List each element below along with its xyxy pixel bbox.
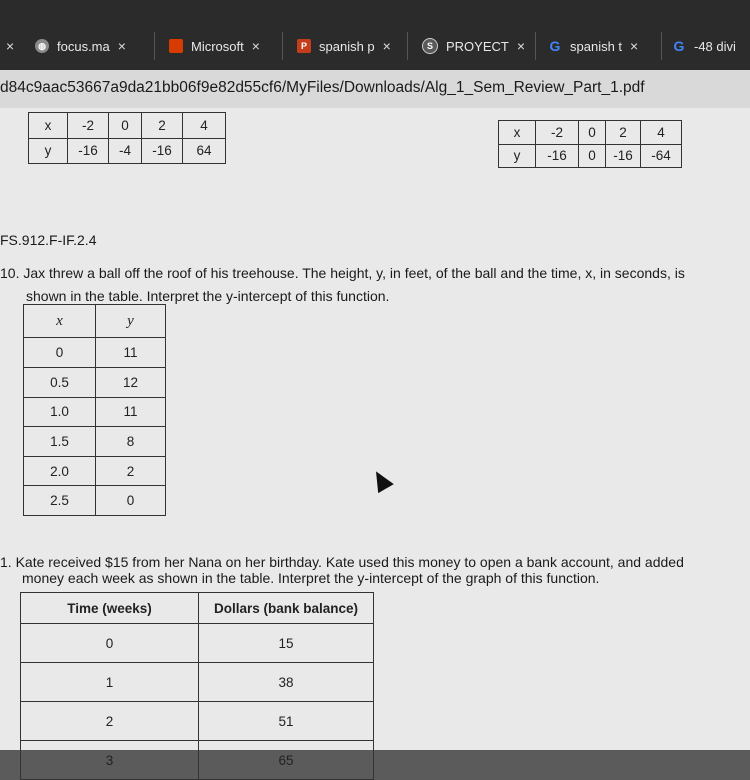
close-icon[interactable]: ×	[6, 38, 15, 54]
table-row	[24, 338, 166, 368]
close-icon[interactable]: ×	[382, 38, 391, 54]
table-cell: -4	[109, 138, 142, 164]
table-row	[21, 624, 374, 663]
table-cell: 2.0	[24, 456, 96, 486]
standard-code: FS.912.F-IF.2.4	[0, 232, 97, 248]
table-cell: 2	[21, 702, 199, 741]
pdf-page	[0, 108, 750, 768]
table-cell: y	[29, 138, 68, 164]
table-cell: 0	[24, 338, 96, 368]
table-cell: 11	[96, 338, 166, 368]
table-cell: -2	[536, 121, 579, 145]
tab-title: -48 divi	[694, 38, 736, 54]
table-row	[21, 663, 374, 702]
table-row	[29, 138, 226, 164]
powerpoint-icon: P	[297, 39, 311, 53]
table-cell: 1.5	[24, 427, 96, 457]
question-10-text-cont: shown in the table. Interpret the y-intercept of this function.	[26, 288, 390, 304]
tab-title: spanish t	[570, 38, 623, 54]
table-cell: 2	[606, 121, 641, 145]
tab-spanish-t[interactable]	[536, 32, 662, 60]
tab-focus[interactable]	[25, 32, 155, 60]
tab-proyect[interactable]	[408, 32, 536, 60]
tab-title: PROYECT	[446, 38, 509, 54]
question-10-text: 10. Jax threw a ball off the roof of his treehouse. The height, y, in feet, of the ball and the time, x, in seconds, is	[0, 265, 685, 281]
tab-strip	[0, 30, 750, 62]
table-cell: 2	[142, 113, 183, 139]
table-row	[24, 367, 166, 397]
table-cell: 0	[96, 486, 166, 516]
office-icon	[169, 39, 183, 53]
table-cell: 4	[183, 113, 226, 139]
table-cell: 4	[641, 121, 682, 145]
table-row	[29, 113, 226, 139]
table-cell: 12	[96, 367, 166, 397]
table-cell: 8	[96, 427, 166, 457]
column-header-x: x	[24, 305, 96, 338]
close-icon[interactable]: ×	[251, 38, 260, 54]
tab-title: focus.ma	[57, 38, 110, 54]
mouse-cursor-icon	[368, 467, 394, 493]
table-row	[21, 702, 374, 741]
table-cell: y	[499, 144, 536, 168]
column-header-dollars: Dollars (bank balance)	[199, 593, 374, 624]
table-cell: 65	[199, 741, 374, 780]
table-cell: -64	[641, 144, 682, 168]
table-header-row	[21, 593, 374, 624]
question-11-text-cont: money each week as shown in the table. Interpret the y-intercept of the graph of this function.	[22, 570, 600, 586]
top-right-table	[498, 120, 682, 168]
address-bar[interactable]	[0, 70, 750, 108]
column-header-time: Time (weeks)	[21, 593, 199, 624]
tab-close-partial[interactable]	[0, 32, 25, 60]
table-cell: x	[499, 121, 536, 145]
tab-microsoft[interactable]	[155, 32, 283, 60]
table-cell: -16	[606, 144, 641, 168]
browser-tab-bar	[0, 0, 750, 70]
table-row	[21, 741, 374, 780]
q10-table	[23, 304, 166, 516]
tab-spanish-p[interactable]	[283, 32, 408, 60]
table-cell: 0	[21, 624, 199, 663]
table-row	[24, 486, 166, 516]
table-cell: 11	[96, 397, 166, 427]
table-cell: 38	[199, 663, 374, 702]
table-row	[24, 427, 166, 457]
tab-48-divi[interactable]	[662, 32, 750, 60]
table-row	[499, 144, 682, 168]
close-icon[interactable]: ×	[117, 38, 126, 54]
table-cell: -16	[142, 138, 183, 164]
url-text[interactable]: d84c9aac53667a9da21bb06f9e82d55cf6/MyFiles/Downloads/Alg_1_Sem_Review_Part_1.pdf	[0, 79, 645, 96]
table-cell: x	[29, 113, 68, 139]
table-cell: 2.5	[24, 486, 96, 516]
table-row	[24, 397, 166, 427]
q11-table	[20, 592, 374, 780]
table-cell: 51	[199, 702, 374, 741]
table-cell: -16	[68, 138, 109, 164]
tab-title: spanish p	[319, 38, 375, 54]
table-row	[499, 121, 682, 145]
question-11-text: 1. Kate received $15 from her Nana on her birthday. Kate used this money to open a bank account, and added	[0, 554, 684, 570]
tab-title: Microsoft	[191, 38, 244, 54]
s-icon: S	[422, 38, 438, 54]
table-cell: -16	[536, 144, 579, 168]
globe-icon: ◍	[35, 39, 49, 53]
table-row	[24, 456, 166, 486]
table-cell: 2	[96, 456, 166, 486]
table-header-row	[24, 305, 166, 338]
close-icon[interactable]: ×	[630, 38, 639, 54]
table-cell: 1	[21, 663, 199, 702]
table-cell: 1.0	[24, 397, 96, 427]
table-cell: 64	[183, 138, 226, 164]
table-cell: 15	[199, 624, 374, 663]
table-cell: -2	[68, 113, 109, 139]
google-icon: G	[549, 38, 561, 54]
google-icon: G	[673, 38, 685, 54]
close-icon[interactable]: ×	[516, 38, 526, 54]
top-left-table	[28, 112, 226, 164]
column-header-y: y	[96, 305, 166, 338]
table-cell: 0	[109, 113, 142, 139]
table-cell: 3	[21, 741, 199, 780]
table-cell: 0	[579, 144, 606, 168]
table-cell: 0	[579, 121, 606, 145]
table-cell: 0.5	[24, 367, 96, 397]
